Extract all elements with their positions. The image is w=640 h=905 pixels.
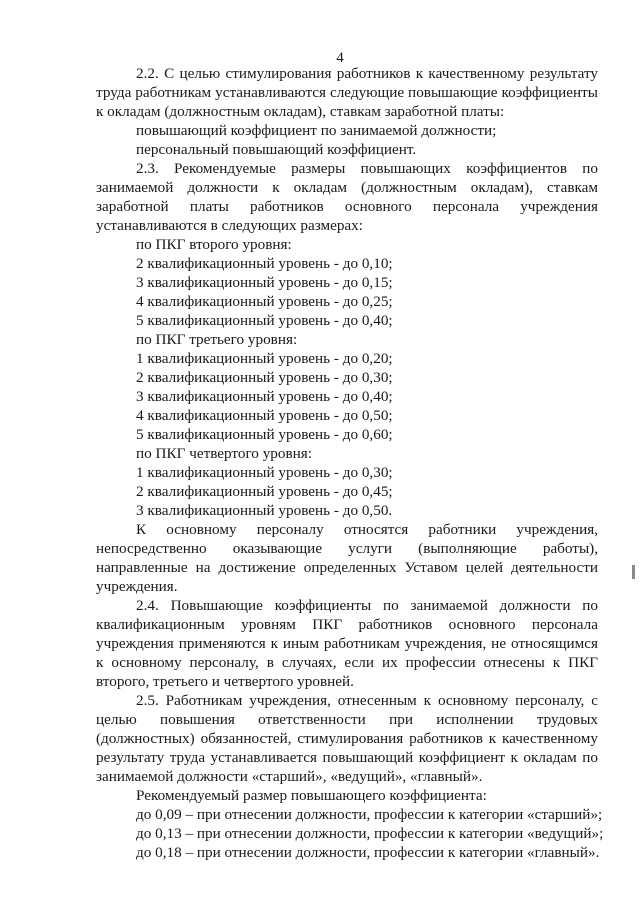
list-item: 2 квалификационный уровень - до 0,10; [136,255,393,272]
list-heading: Рекомендуемый размер повышающего коэффициента: [136,787,487,804]
list-item: 5 квалификационный уровень - до 0,40; [136,312,393,329]
paragraph-2-5: 2.5. Работникам учреждения, отнесенным к основному персоналу, с целью повышения ответственности при исполнении трудовых (должностных) обязанностей, стимулирования работников к качественному результату труда устанавливается повышающий коэффициент к окладам по занимаемой должности «старший», «ведущий», «главный». [96,692,598,785]
list-item: персональный повышающий коэффициент. [136,141,417,158]
list-item: 4 квалификационный уровень - до 0,50; [136,407,393,424]
list-item: 3 квалификационный уровень - до 0,40; [136,388,393,405]
list-item: 1 квалификационный уровень - до 0,20; [136,350,393,367]
list-item: до 0,18 – при отнесении должности, профессии к категории «главный». [136,844,600,861]
list-item: 3 квалификационный уровень - до 0,15; [136,274,393,291]
list-heading: по ПКГ второго уровня: [136,236,292,253]
paragraph-2-2: 2.2. С целью стимулирования работников к качественному результату труда работникам устанавливаются следующие повышающие коэффициенты к окладам (должностным окладам), ставкам заработной платы: [96,65,598,120]
paragraph-2-4: 2.4. Повышающие коэффициенты по занимаемой должности по квалификационным уровням ПКГ работников основного персонала учреждения применяются к иным работникам учреждения, не относящимся к основному персоналу, в случаях, если их профессии отнесены к ПКГ второго, третьего и четвертого уровней. [96,597,598,690]
list-item: 5 квалификационный уровень - до 0,60; [136,426,393,443]
list-item: 2 квалификационный уровень - до 0,45; [136,483,393,500]
list-item: до 0,09 – при отнесении должности, профессии к категории «старший»; [136,806,603,823]
list-item: 2 квалификационный уровень - до 0,30; [136,369,393,386]
list-item: до 0,13 – при отнесении должности, профессии к категории «ведущий»; [136,825,604,842]
paragraph-main-staff: К основному персоналу относятся работники учреждения, непосредственно оказывающие услуги (выполняющие работы), направленные на достижение определенных Уставом целей деятельности учреждения. [96,521,598,595]
paragraph-2-3: 2.3. Рекомендуемые размеры повышающих коэффициентов по занимаемой должности к окладам (должностным окладам), ставкам заработной платы работников основного персонала учреждения устанавливаются в следующих размерах: [96,160,598,234]
list-heading: по ПКГ четвертого уровня: [136,445,312,462]
scan-edge-mark [632,565,635,579]
page-number: 4 [336,50,344,66]
list-item: 3 квалификационный уровень - до 0,50. [136,502,393,519]
list-item: повышающий коэффициент по занимаемой должности; [136,122,497,139]
list-item: 4 квалификационный уровень - до 0,25; [136,293,393,310]
list-heading: по ПКГ третьего уровня: [136,331,298,348]
list-item: 1 квалификационный уровень - до 0,30; [136,464,393,481]
document-body [96,64,604,862]
